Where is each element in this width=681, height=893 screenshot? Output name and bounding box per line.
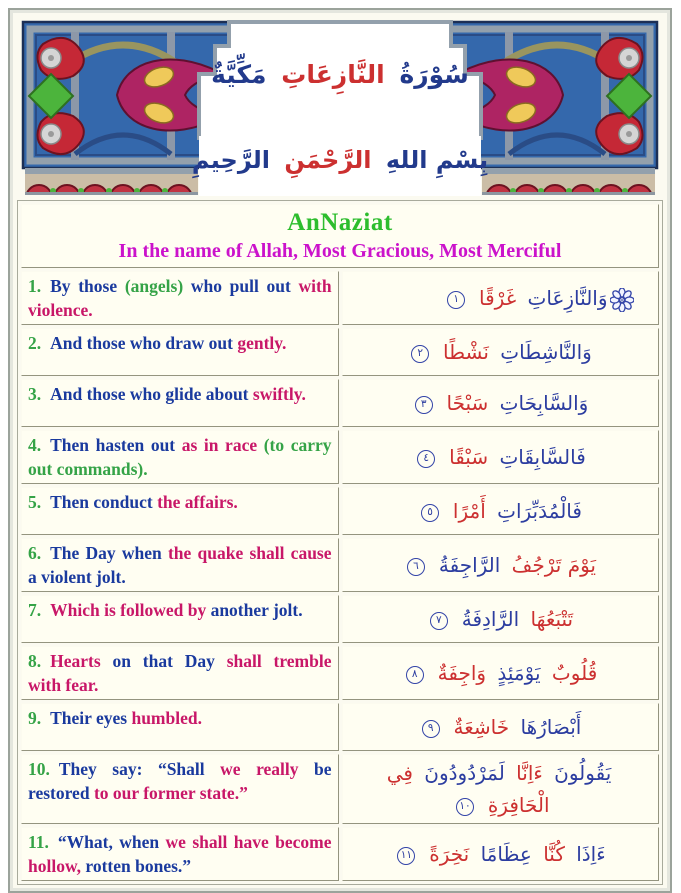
- verse-translation: [28, 541, 332, 589]
- arabic-word: سَبْحًا: [446, 391, 489, 415]
- verse-number: 9.: [28, 708, 42, 728]
- translation-segment: on that Day: [112, 651, 215, 671]
- arabic-word: يَقُولُونَ: [554, 761, 612, 785]
- verse-arabic: [349, 282, 653, 314]
- title-row: [21, 204, 659, 268]
- arabic-word: الرَّادِفَةُ: [461, 607, 520, 631]
- verse-row: [21, 538, 659, 592]
- arabic-word: أَمْرًا: [452, 499, 486, 523]
- translation-segment: Which is followed by: [50, 600, 207, 620]
- verse-arabic: [349, 757, 653, 821]
- verse-number: 3.: [28, 384, 42, 404]
- arabic-word: ءَاِنَّا: [516, 761, 543, 785]
- translation-segment: with violence.: [28, 276, 332, 320]
- translation-segment: be restored: [28, 759, 332, 803]
- arabic-word: قُلُوبٌ: [551, 661, 598, 685]
- translation-segment: as in race: [181, 435, 258, 455]
- translation-segment: another jolt.: [210, 600, 303, 620]
- verse-number: 2.: [28, 333, 42, 353]
- translation-segment: The Day when: [50, 543, 162, 563]
- verse-arabic: [349, 603, 653, 635]
- ayah-end-marker: ٥: [421, 504, 439, 522]
- translation-cell: [21, 646, 339, 700]
- arabic-word: الرَّاجِفَةُ: [438, 553, 501, 577]
- arabic-word: فَالسَّابِقَاتِ: [499, 445, 586, 469]
- translation-cell: [21, 595, 339, 643]
- translation-segment: Their eyes: [50, 708, 128, 728]
- arabic-word: النَّازِعَاتِ: [281, 60, 385, 89]
- translation-cell: [21, 379, 339, 427]
- translation-cell: [21, 430, 339, 484]
- arabic-word: الرَّحِيمِ: [191, 146, 270, 174]
- arabic-cell: [342, 827, 660, 881]
- arabic-cell: [342, 754, 660, 824]
- arabic-word: تَتْبَعُهَا: [530, 607, 574, 631]
- verse-number: 5.: [28, 492, 42, 512]
- verse-row: [21, 646, 659, 700]
- verse-number: 1.: [28, 276, 42, 296]
- translation-segment: And those who draw out: [50, 333, 233, 353]
- translation-segment: “What, when: [57, 832, 160, 852]
- surah-name-arabic: [21, 60, 659, 89]
- translation-segment: By those: [50, 276, 118, 296]
- translation-segment: we really: [220, 759, 299, 779]
- translation-cell: [21, 328, 339, 376]
- arabic-cell: [342, 379, 660, 427]
- arabic-cell: [342, 487, 660, 535]
- bismillah-translation: In the name of Allah, Most Gracious, Most Merciful: [118, 239, 562, 262]
- arabic-word: ءَاِذَا: [576, 842, 606, 866]
- verse-row: [21, 328, 659, 376]
- verse-arabic: [349, 838, 653, 870]
- arabic-word: كُنَّا: [543, 842, 565, 866]
- translation-segment: gently.: [237, 333, 287, 353]
- verse-translation: [28, 382, 332, 406]
- verse-arabic: [349, 387, 653, 419]
- verse-translation: [28, 598, 332, 622]
- surah-title: AnNaziat: [287, 208, 393, 236]
- verse-number: 4.: [28, 435, 42, 455]
- verse-arabic: [349, 441, 653, 473]
- translation-segment: humbled.: [131, 708, 202, 728]
- arabic-word: نَشْطًا: [443, 340, 489, 364]
- arabic-cell: [342, 595, 660, 643]
- verse-translation: [28, 433, 332, 481]
- arabic-cell: [342, 271, 660, 325]
- ayah-end-marker: ١١: [397, 847, 415, 865]
- arabic-word: لَمَرْدُودُونَ: [424, 761, 505, 785]
- verse-row: [21, 271, 659, 325]
- verse-row: [21, 595, 659, 643]
- verse-translation: [28, 706, 332, 730]
- translation-cell: [21, 487, 339, 535]
- verse-translation: [28, 331, 332, 355]
- verse-row: [21, 430, 659, 484]
- translation-cell: [21, 827, 339, 881]
- verse-translation: [28, 757, 332, 805]
- verse-translation: [28, 649, 332, 697]
- translation-segment: to our former state.”: [93, 783, 248, 803]
- arabic-cell: [342, 646, 660, 700]
- verses-table: [17, 200, 663, 885]
- translation-segment: swiftly.: [252, 384, 306, 404]
- arabic-word: بِسْمِ اللهِ: [385, 146, 489, 174]
- verse-number: 8.: [28, 651, 42, 671]
- verse-translation: [28, 490, 332, 514]
- translation-segment: we shall have become hollow,: [28, 832, 332, 876]
- verse-arabic: [349, 495, 653, 527]
- arabic-word: فِي الْحَافِرَةِ: [386, 761, 550, 817]
- ayah-end-marker: ٢: [411, 345, 429, 363]
- translation-segment: who pull out: [190, 276, 291, 296]
- verse-translation: [28, 830, 332, 878]
- arabic-word: وَالنَّاشِطَاتِ: [500, 340, 592, 364]
- arabic-word: سُوْرَةُ: [399, 60, 469, 89]
- translation-segment: (angels): [124, 276, 184, 296]
- arabic-word: وَالنَّازِعَاتِ: [527, 286, 608, 310]
- verse-row: [21, 754, 659, 824]
- arabic-word: نَخِرَةً: [429, 842, 470, 866]
- verse-row: [21, 827, 659, 881]
- translation-cell: [21, 271, 339, 325]
- translation-segment: Hearts: [50, 651, 101, 671]
- verse-number: 6.: [28, 543, 42, 563]
- verse-number: 10.: [28, 759, 50, 779]
- arabic-cell: [342, 430, 660, 484]
- arabic-cell: [342, 328, 660, 376]
- title-cell: [21, 204, 659, 268]
- verse-row: [21, 703, 659, 751]
- translation-cell: [21, 754, 339, 824]
- translation-segment: (to carry out commands).: [28, 435, 332, 479]
- arabic-cell: [342, 538, 660, 592]
- verse-translation: [28, 274, 332, 322]
- ayah-end-marker: ٨: [406, 666, 424, 684]
- arabic-word: الرَّحْمَنِ: [284, 146, 372, 174]
- verse-row: [21, 379, 659, 427]
- translation-segment: rotten bones.”: [85, 856, 192, 876]
- arabic-word: وَاجِفَةٌ: [437, 661, 487, 685]
- ayah-end-marker: ٧: [430, 612, 448, 630]
- translation-segment: a violent jolt.: [28, 567, 126, 587]
- arabic-word: وَالسَّابِحَاتِ: [499, 391, 589, 415]
- verse-number: 7.: [28, 600, 42, 620]
- translation-cell: [21, 703, 339, 751]
- arabic-word: عِظَامًا: [480, 842, 532, 866]
- ayah-end-marker: ١: [447, 291, 465, 309]
- arabic-word: فَالْمُدَبِّرَاتِ: [497, 499, 582, 523]
- translation-segment: Then conduct: [50, 492, 153, 512]
- ayah-end-marker: ٩: [422, 720, 440, 738]
- verse-arabic: [349, 549, 653, 581]
- arabic-cell: [342, 703, 660, 751]
- page-panel: [8, 8, 672, 893]
- verse-arabic: [349, 336, 653, 368]
- arabic-word: أَبْصَارُهَا: [520, 715, 582, 739]
- verse-number: 11.: [28, 832, 49, 852]
- verse-row: [21, 487, 659, 535]
- arabic-word: يَوْمَ تَرْجُفُ: [511, 553, 596, 577]
- arabic-word: خَاشِعَةٌ: [453, 715, 510, 739]
- translation-segment: shall tremble with fear.: [28, 651, 332, 695]
- translation-segment: They say: “Shall: [58, 759, 205, 779]
- rub-el-hizb-icon: [610, 288, 634, 312]
- arabic-word: سَبْقًا: [449, 445, 489, 469]
- verse-arabic: [349, 711, 653, 743]
- ayah-end-marker: ٤: [417, 450, 435, 468]
- ayah-end-marker: ٦: [407, 558, 425, 576]
- translation-cell: [21, 538, 339, 592]
- arabic-word: يَوْمَئِذٍ: [497, 661, 541, 685]
- arabic-word: غَرْقًا: [479, 286, 517, 310]
- ayah-end-marker: ٣: [415, 396, 433, 414]
- ayah-end-marker: ١٠: [456, 798, 474, 816]
- translation-segment: the quake shall cause: [167, 543, 332, 563]
- translation-segment: Then hasten out: [50, 435, 176, 455]
- verse-arabic: [349, 657, 653, 689]
- header-ornament: [21, 20, 659, 196]
- bismillah-arabic: [21, 146, 659, 174]
- translation-segment: And those who glide about: [50, 384, 249, 404]
- arabic-word: مَكِّيَّةٌ: [211, 60, 267, 89]
- translation-segment: the affairs.: [157, 492, 238, 512]
